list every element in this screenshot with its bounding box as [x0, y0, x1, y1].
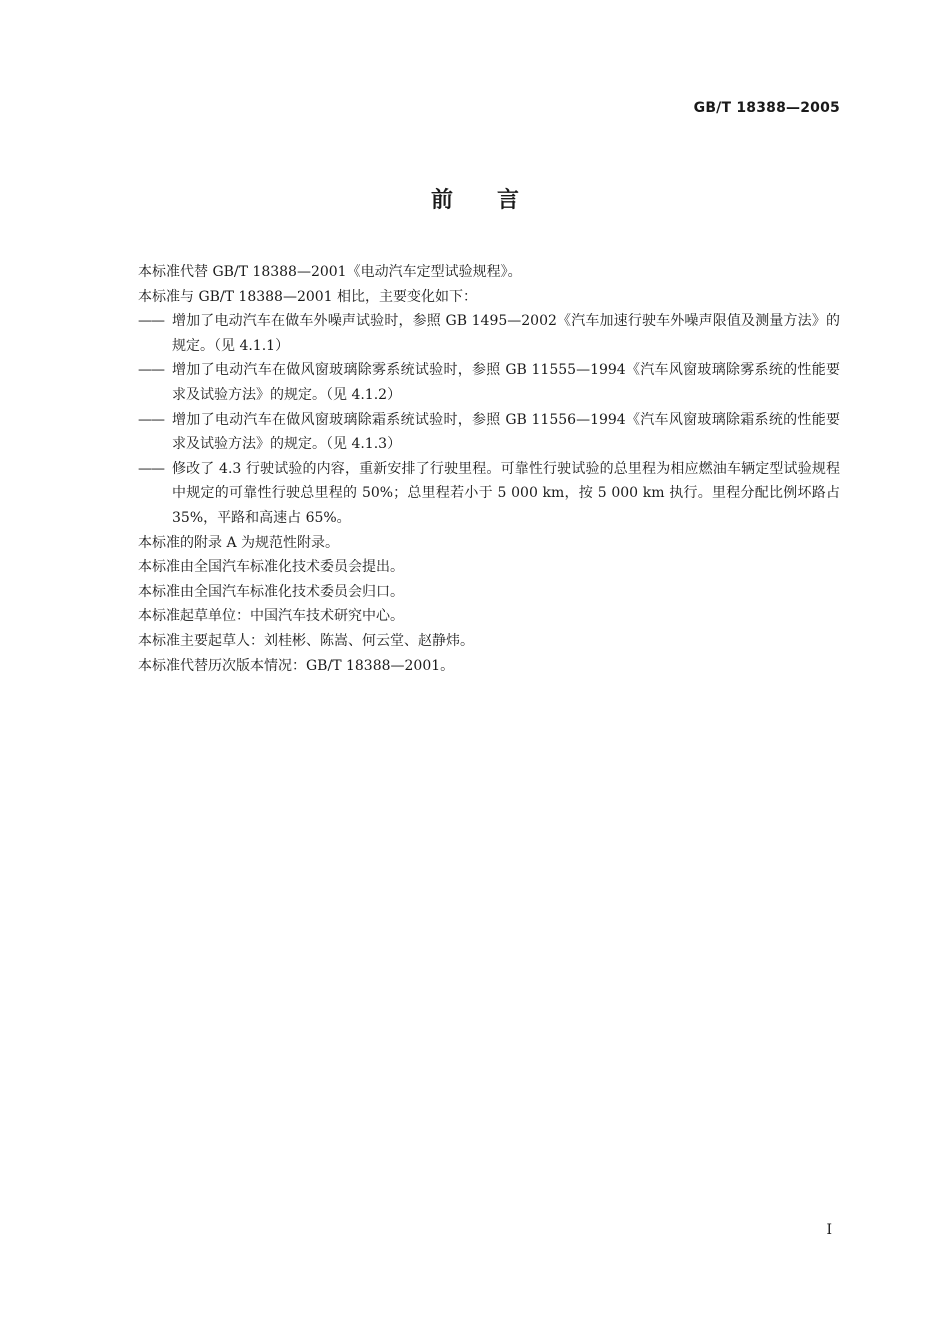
page-title: 前言: [430, 188, 563, 213]
standard-code: GB/T 18388—2005: [693, 100, 840, 116]
dash-marker: ——: [138, 362, 164, 379]
paragraph-changes-intro: 本标准与 GB/T 18388—2001 相比，主要变化如下：: [138, 288, 478, 305]
change-item-driving-test: [138, 457, 840, 531]
foreword-body: [138, 260, 840, 678]
paragraph-annex: 本标准的附录 A 为规范性附录。: [138, 534, 340, 551]
paragraph-proposed-by: 本标准由全国汽车标准化技术委员会提出。: [138, 559, 404, 576]
change-item-text: 增加了电动汽车在做风窗玻璃除雾系统试验时，参照 GB 11555—1994《汽车风窗玻璃除雾系统的性能要求及试验方法》的规定。（见 4.1.2）: [172, 362, 840, 403]
change-item-text: 修改了 4.3 行驶试验的内容，重新安排了行驶里程。可靠性行驶试验的总里程为相应燃油车辆定型试验规程中规定的可靠性行驶总里程的 50%；总里程若小于 5 000 km，按 5 000 km 执行。里程分配比例坏路占 35%，平路和高速占 65%。: [172, 460, 840, 526]
paragraph-replaces: 本标准代替 GB/T 18388—2001《电动汽车定型试验规程》。: [138, 264, 522, 280]
paragraph-centralized-by: 本标准由全国汽车标准化技术委员会归口。: [138, 583, 404, 600]
change-item-noise: [138, 309, 840, 358]
change-item-defrost: [138, 408, 840, 457]
dash-marker: ——: [138, 460, 164, 477]
dash-marker: ——: [138, 411, 164, 428]
dash-marker: ——: [138, 313, 164, 330]
page-number: I: [826, 1222, 832, 1238]
paragraph-previous-editions: 本标准代替历次版本情况：GB/T 18388—2001。: [138, 657, 455, 674]
paragraph-drafters: 本标准主要起草人：刘桂彬、陈嵩、何云堂、赵静炜。: [138, 632, 474, 649]
paragraph-drafting-unit: 本标准起草单位：中国汽车技术研究中心。: [138, 608, 404, 625]
change-item-text: 增加了电动汽车在做车外噪声试验时，参照 GB 1495—2002《汽车加速行驶车外噪声限值及测量方法》的规定。（见 4.1.1）: [172, 313, 840, 354]
change-item-text: 增加了电动汽车在做风窗玻璃除霜系统试验时，参照 GB 11556—1994《汽车风窗玻璃除霜系统的性能要求及试验方法》的规定。（见 4.1.3）: [172, 411, 840, 453]
change-item-defog: [138, 358, 840, 407]
